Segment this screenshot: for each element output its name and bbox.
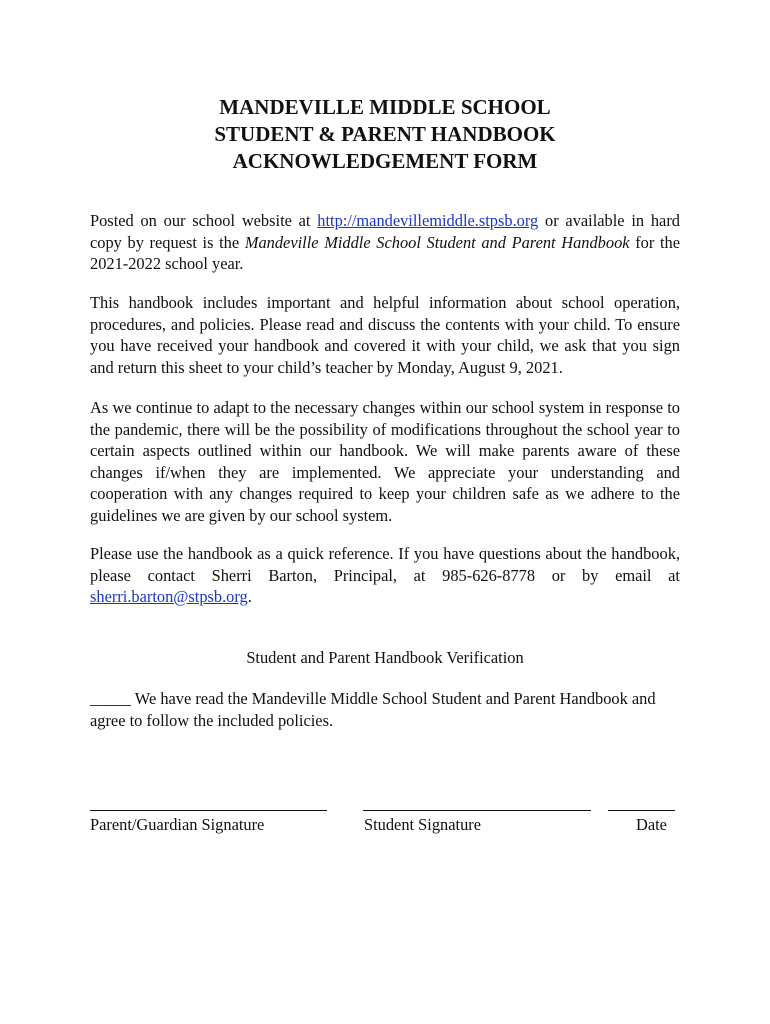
student-signature-label: Student Signature (364, 815, 481, 834)
parent-signature-label: Parent/Guardian Signature (90, 815, 265, 834)
paragraph-website-intro: Posted on our school website at (90, 211, 318, 230)
school-website-link[interactable]: http://mandevillemiddle.stpsb.org (317, 211, 539, 230)
title-line-3: ACKNOWLEDGEMENT FORM (232, 149, 538, 173)
principal-email-link[interactable]: sherri.barton@stpsb.org (90, 587, 248, 606)
date-label: Date (636, 815, 667, 834)
handbook-title: Mandeville Middle School Student and Parent Handbook (244, 232, 630, 252)
verification-heading: Student and Parent Handbook Verification (246, 648, 524, 667)
paragraph-contact-end: . (247, 587, 252, 606)
paragraph-contact (90, 543, 680, 608)
paragraph-website (90, 210, 680, 275)
paragraph-contact-text: Please use the handbook as a quick reference. If you have questions about the handbook, please contact Sherri Barton, Principal, at 985-626-8778 or by email at (90, 544, 680, 585)
paragraph-website-middle: or available in hard copy by request is the (90, 211, 680, 252)
student-signature-line[interactable] (363, 810, 591, 811)
agreement-text: We have read the Mandeville Middle School Student and Parent Handbook and agree to follow the included policies. (90, 689, 656, 730)
agreement-initial-blank[interactable]: _____ (90, 689, 131, 708)
paragraph-handbook-info: This handbook includes important and helpful information about school operation, procedures, and policies. Please read and discuss the contents with your child. To ensure you have received your handbook and covered it with your child, we ask that you sign and return this sheet to your child’s teacher by Monday, August 9, 2021. (90, 293, 680, 377)
document-title (0, 94, 770, 175)
title-line-2: STUDENT & PARENT HANDBOOK (214, 122, 556, 146)
paragraph-website-end: for the 2021-2022 school year. (90, 232, 680, 273)
agreement-statement (90, 688, 682, 731)
title-line-1: MANDEVILLE MIDDLE SCHOOL (219, 95, 551, 119)
paragraph-pandemic: As we continue to adapt to the necessary changes within our school system in response to the pandemic, there will be the possibility of modifications throughout the school year to certain aspects outlined within our handbook. We will make parents aware of these changes if/when they are implemented. We appreciate your understanding and cooperation with any changes required to keep your children safe as we adhere to the guidelines we are given by our school system. (90, 398, 680, 525)
parent-signature-line[interactable] (90, 810, 327, 811)
date-line[interactable] (608, 810, 675, 811)
